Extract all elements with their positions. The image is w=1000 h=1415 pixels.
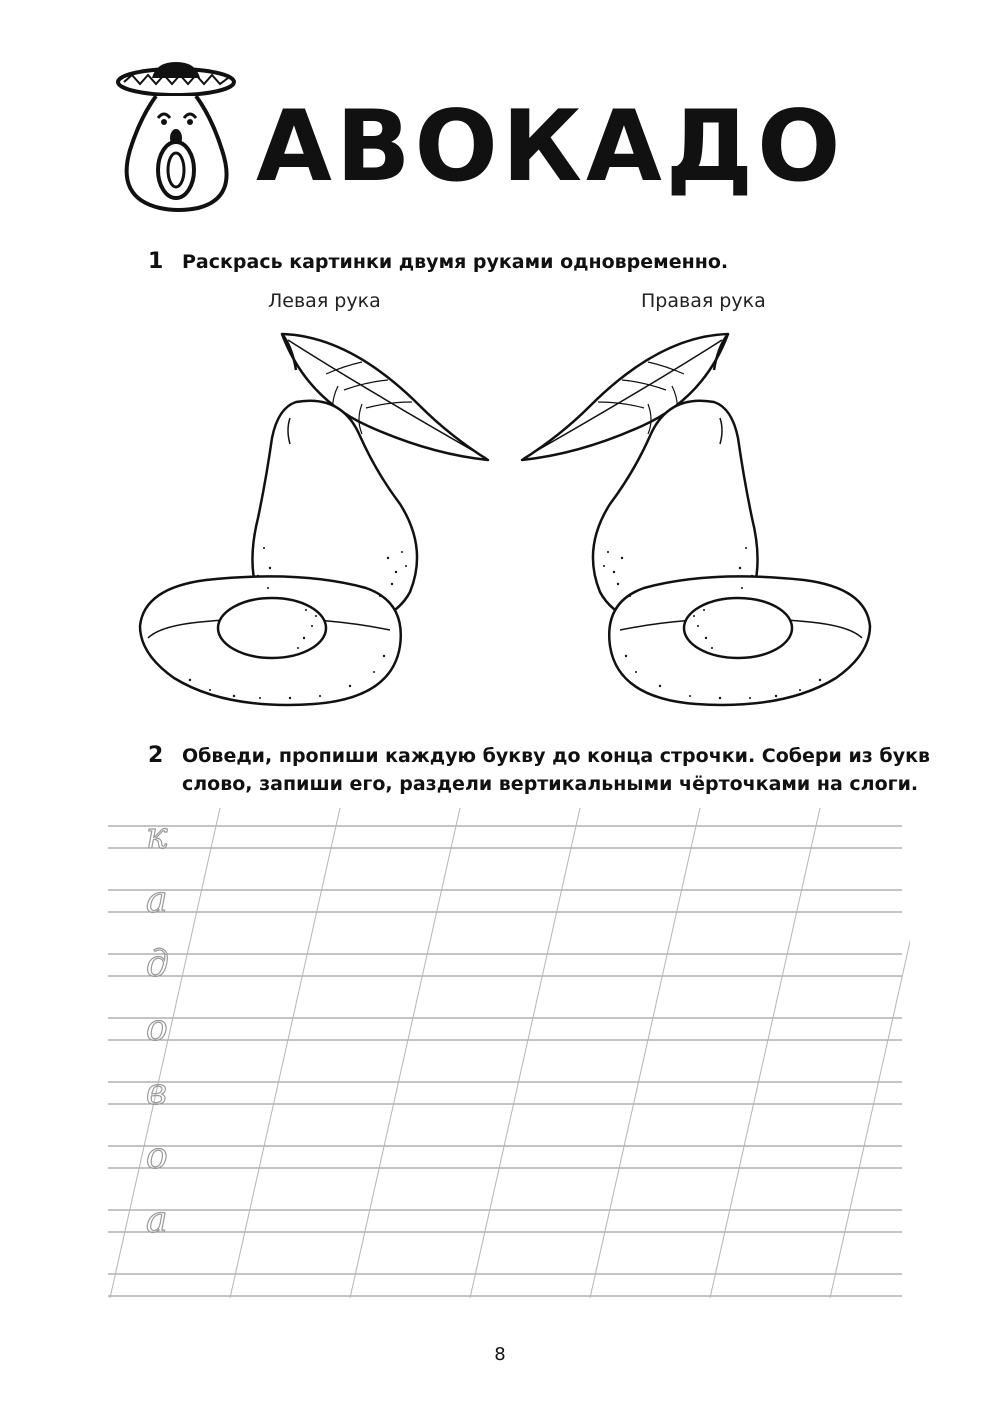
tracing-letter: а xyxy=(146,1200,168,1241)
slant-guides xyxy=(110,808,910,1298)
task-number: 1 xyxy=(148,249,164,274)
page-number: 8 xyxy=(494,1344,506,1365)
tracing-letter: а xyxy=(146,880,168,921)
tracing-letter: д xyxy=(146,944,169,985)
task-instruction-line: слово, запиши его, раздели вертикальными чёрточками на слоги. xyxy=(182,773,919,795)
avocado-coloring-right-icon xyxy=(520,326,880,726)
task-2 xyxy=(148,742,930,800)
task-number: 2 xyxy=(148,743,164,768)
slant-guide-line xyxy=(350,808,460,1298)
task-instruction xyxy=(182,742,930,798)
tracing-letter: о xyxy=(146,1136,168,1177)
ruled-lines xyxy=(108,826,902,1296)
tracing-letters xyxy=(146,816,169,1241)
slant-guide-line xyxy=(590,808,700,1298)
slant-guide-line xyxy=(830,808,910,1298)
avocado-coloring-left-icon xyxy=(130,326,490,726)
right-hand-label: Правая рука xyxy=(641,290,766,312)
handwriting-practice-area[interactable] xyxy=(100,808,910,1308)
slant-guide-line xyxy=(230,808,340,1298)
slant-guide-line xyxy=(710,808,820,1298)
task-1 xyxy=(148,248,848,278)
tracing-letter: в xyxy=(146,1072,167,1113)
tracing-letter: о xyxy=(146,1008,168,1049)
avocado-mascot-icon xyxy=(112,58,244,218)
left-hand-label: Левая рука xyxy=(268,290,381,312)
page-title: АВОКАДО xyxy=(256,90,845,204)
task-instruction-line: Обведи, пропиши каждую букву до конца строчки. Собери из букв xyxy=(182,745,930,767)
slant-guide-line xyxy=(470,808,580,1298)
task-instruction: Раскрась картинки двумя руками одновременно. xyxy=(182,251,729,273)
tracing-letter: к xyxy=(146,816,168,857)
